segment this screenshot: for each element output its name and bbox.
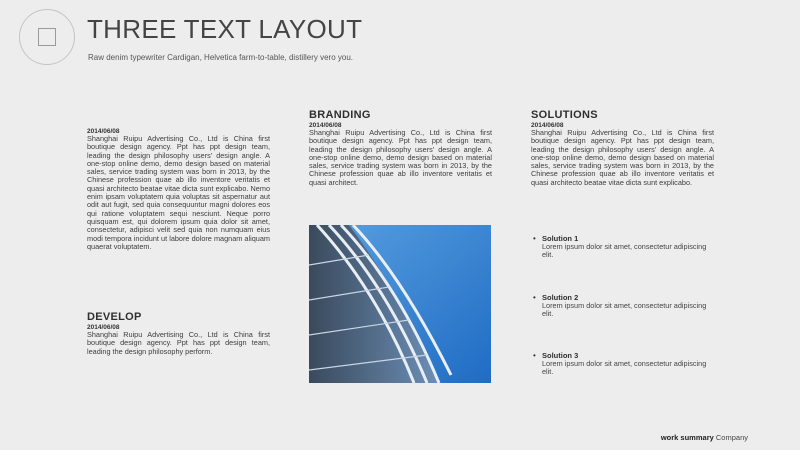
develop-heading: DEVELOP bbox=[87, 311, 142, 323]
logo-circle bbox=[19, 9, 75, 65]
list-item bbox=[531, 234, 714, 260]
develop-date: 2014/06/08 bbox=[87, 324, 120, 331]
solution-title: Solution 2 bbox=[542, 293, 579, 302]
branding-section bbox=[309, 109, 492, 187]
bullet-icon: • bbox=[533, 234, 536, 243]
branding-body: Shanghai Ruipu Advertising Co., Ltd is China first boutique design agency. Ppt has ppt design team, leading the design philosophy users' design angle. A one-stop online demo, demo design based on material sales, service trading system was born in 2013, by the Chinese profession quae ab illo inventore veritatis et quasi architect. bbox=[309, 128, 492, 187]
column1-section bbox=[87, 127, 270, 251]
footer-bold-text: work summary bbox=[660, 433, 714, 442]
solution-text: Lorem ipsum dolor sit amet, consectetur adipiscing elit. bbox=[542, 359, 707, 377]
solutions-body: Shanghai Ruipu Advertising Co., Ltd is China first boutique design agency. Ppt has ppt design team, leading the design philosophy users' design angle. A one-stop online demo, demo design based on material sales, service trading system was born in 2013, by the Chinese profession quae ab illo inventore veritatis et quasi architecto beatae vitae dicta sunt explicabo. bbox=[531, 128, 714, 187]
solutions-heading: SOLUTIONS bbox=[531, 109, 598, 121]
logo-square-icon bbox=[38, 28, 56, 46]
list-item bbox=[531, 351, 714, 377]
develop-section bbox=[87, 311, 270, 356]
bullet-icon: • bbox=[533, 351, 536, 360]
list-item bbox=[531, 293, 714, 319]
bullet-icon: • bbox=[533, 293, 536, 302]
solution-text: Lorem ipsum dolor sit amet, consectetur adipiscing elit. bbox=[542, 301, 707, 319]
solution-title: Solution 3 bbox=[542, 351, 579, 360]
branding-date: 2014/06/08 bbox=[309, 122, 342, 129]
footer-company-text: Company bbox=[715, 433, 748, 442]
develop-body: Shanghai Ruipu Advertising Co., Ltd is China first boutique design agency. Ppt has ppt design team, leading the design philosophy perform. bbox=[87, 330, 270, 356]
page-title: THREE TEXT LAYOUT bbox=[87, 14, 363, 44]
architecture-photo-graphic bbox=[309, 225, 491, 383]
footer bbox=[661, 433, 748, 442]
architecture-photo bbox=[309, 225, 491, 383]
solution-text: Lorem ipsum dolor sit amet, consectetur adipiscing elit. bbox=[542, 242, 707, 260]
page-subtitle: Raw denim typewriter Cardigan, Helvetica farm-to-table, distillery vero you. bbox=[88, 53, 353, 62]
column1-body: Shanghai Ruipu Advertising Co., Ltd is China first boutique design agency. Ppt has ppt design team, leading the design philosophy users' design angle. A one-stop online demo, demo design based on material sales, service trading system was born in 2013, by the Chinese profession quae ab illo inventore veritatis et quasi architecto beatae vitae dicta sunt explicabo. Nemo enim ipsam voluptatem quia voluptas sit aspernatur aut odit aut fugit, sed quia consequuntur magni dolores eos qui ratione voluptatem sequi nesciunt. Neque porro quisquam est, qui dolorem ipsum quia dolor sit amet, consectetur, adipisci velit sed quia non numquam eius modi tempora incidunt ut labore dolore magnam aliquam quaerat voluptatem. bbox=[87, 134, 270, 251]
solutions-date: 2014/06/08 bbox=[531, 122, 564, 129]
solution-title: Solution 1 bbox=[542, 234, 579, 243]
column1-date: 2014/06/08 bbox=[87, 128, 120, 135]
branding-heading: BRANDING bbox=[309, 109, 371, 121]
solutions-section bbox=[531, 109, 714, 187]
